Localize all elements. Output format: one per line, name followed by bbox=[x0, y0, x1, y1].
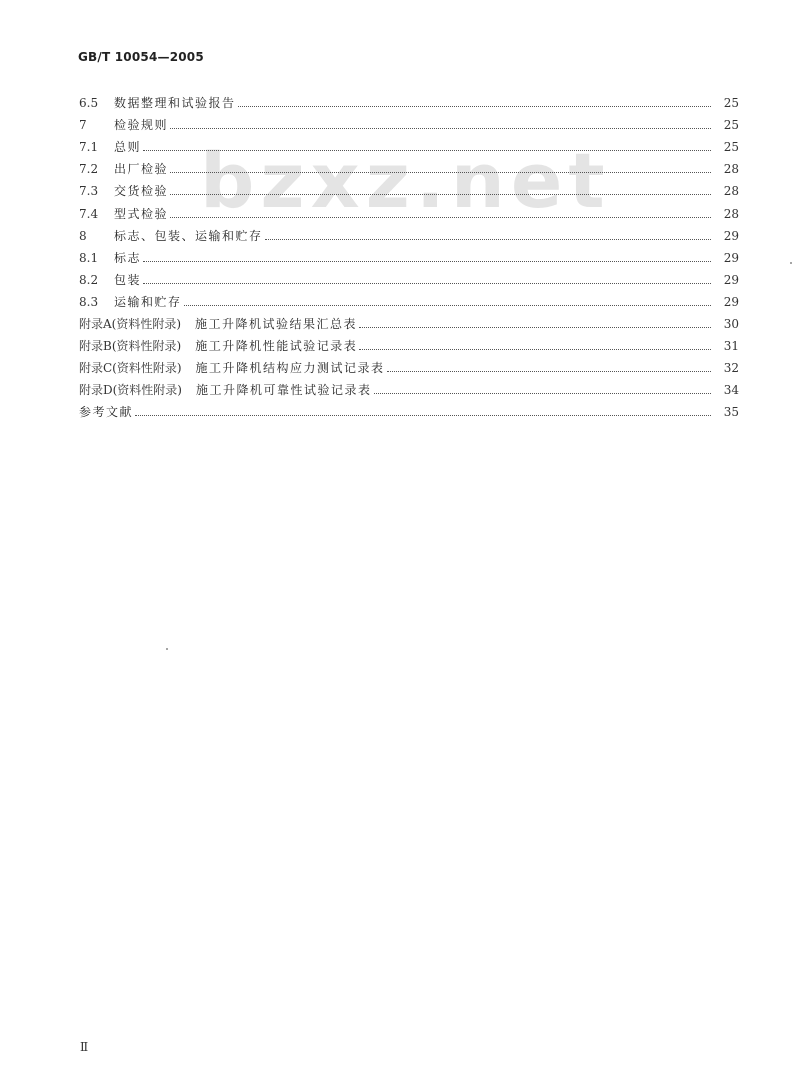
toc-dot-leader bbox=[170, 217, 711, 218]
toc-entry-label bbox=[79, 118, 168, 132]
toc-entry-page: 34 bbox=[723, 383, 739, 398]
toc-entry-title: 检验规则 bbox=[114, 118, 169, 133]
toc-entry-page: 25 bbox=[723, 118, 739, 133]
toc-entry-page: 25 bbox=[723, 96, 739, 111]
toc-entry-number: 8.3 bbox=[79, 294, 99, 309]
standard-number-header: GB/T 10054—2005 bbox=[78, 50, 204, 64]
toc-entry[interactable] bbox=[79, 331, 739, 353]
toc-entry-label bbox=[79, 162, 168, 176]
toc-entry[interactable] bbox=[79, 243, 739, 265]
toc-entry-number: 8 bbox=[79, 228, 87, 243]
toc-entry[interactable] bbox=[79, 176, 739, 198]
toc-entry-label bbox=[79, 273, 141, 287]
toc-entry-number: 附录D(资料性附录) bbox=[79, 383, 182, 398]
toc-entry[interactable] bbox=[79, 132, 739, 154]
toc-entry-page: 29 bbox=[723, 272, 739, 287]
toc-dot-leader bbox=[143, 283, 711, 284]
toc-dot-leader bbox=[170, 194, 711, 195]
toc-entry-title: 参考文献 bbox=[79, 405, 134, 420]
toc-entry-title: 施工升降机试验结果汇总表 bbox=[195, 317, 358, 332]
toc-entry-number: 6.5 bbox=[79, 96, 99, 111]
toc-entry-page: 29 bbox=[723, 250, 739, 265]
toc-dot-leader bbox=[238, 106, 711, 107]
toc-dot-leader bbox=[387, 371, 711, 372]
toc-entry[interactable] bbox=[79, 88, 739, 110]
toc-entry-page: 35 bbox=[723, 405, 739, 420]
toc-entry[interactable] bbox=[79, 287, 739, 309]
toc-entry-page: 29 bbox=[723, 228, 739, 243]
toc-entry-title: 总则 bbox=[114, 140, 142, 155]
toc-entry-label bbox=[79, 96, 236, 110]
toc-entry-label bbox=[79, 383, 372, 397]
toc-entry-page: 30 bbox=[723, 317, 739, 332]
toc-entry[interactable] bbox=[79, 375, 739, 397]
toc-dot-leader bbox=[135, 415, 711, 416]
toc-dot-leader bbox=[143, 261, 711, 262]
toc-dot-leader bbox=[170, 128, 711, 129]
toc-entry-title: 标志、包装、运输和贮存 bbox=[114, 228, 263, 243]
toc-entry-number: 7.1 bbox=[79, 140, 99, 155]
toc-entry-title: 施工升降机可靠性试验记录表 bbox=[196, 383, 372, 398]
toc-entry-label bbox=[79, 229, 263, 243]
toc-entry-title: 标志 bbox=[114, 250, 142, 265]
toc-entry-number: 附录B(资料性附录) bbox=[79, 339, 182, 354]
toc-entry-label bbox=[79, 405, 133, 419]
toc-dot-leader bbox=[143, 150, 711, 151]
toc-entry[interactable] bbox=[79, 154, 739, 176]
toc-entry[interactable] bbox=[79, 309, 739, 331]
toc-entry-page: 25 bbox=[723, 140, 739, 155]
toc-entry-number: 附录C(资料性附录) bbox=[79, 361, 182, 376]
toc-entry-number: 7 bbox=[79, 118, 87, 133]
watermark: bzxz.net bbox=[200, 136, 611, 225]
toc-entry-label bbox=[79, 251, 141, 265]
toc-entry-label bbox=[79, 207, 168, 221]
toc-entry-number: 7.2 bbox=[79, 162, 99, 177]
toc-dot-leader bbox=[359, 349, 711, 350]
toc-entry[interactable] bbox=[79, 198, 739, 220]
table-of-contents bbox=[79, 88, 739, 419]
page-number: Ⅱ bbox=[80, 1040, 89, 1054]
toc-entry-title: 施工升降机性能试验记录表 bbox=[195, 339, 358, 354]
toc-entry-label bbox=[79, 140, 141, 154]
toc-entry-title: 型式检验 bbox=[114, 206, 169, 221]
toc-entry[interactable] bbox=[79, 353, 739, 375]
toc-dot-leader bbox=[359, 327, 711, 328]
toc-entry-label bbox=[79, 361, 385, 375]
toc-dot-leader bbox=[184, 305, 711, 306]
toc-entry[interactable] bbox=[79, 221, 739, 243]
toc-entry-number: 8.1 bbox=[79, 250, 99, 265]
toc-entry-label bbox=[79, 339, 357, 353]
toc-entry-title: 交货检验 bbox=[114, 184, 169, 199]
toc-dot-leader bbox=[265, 239, 711, 240]
scan-speck bbox=[166, 648, 168, 650]
toc-entry-title: 施工升降机结构应力测试记录表 bbox=[195, 361, 385, 376]
toc-dot-leader bbox=[170, 172, 711, 173]
toc-entry[interactable] bbox=[79, 397, 739, 419]
toc-entry-label bbox=[79, 317, 357, 331]
toc-entry[interactable] bbox=[79, 265, 739, 287]
toc-entry-label bbox=[79, 295, 182, 309]
toc-entry-page: 31 bbox=[723, 339, 739, 354]
toc-entry-title: 出厂检验 bbox=[114, 162, 169, 177]
toc-entry-title: 数据整理和试验报告 bbox=[114, 96, 236, 111]
toc-entry-page: 29 bbox=[723, 294, 739, 309]
toc-entry-label bbox=[79, 184, 168, 198]
toc-entry-number: 附录A(资料性附录) bbox=[79, 317, 182, 332]
toc-entry-title: 包装 bbox=[114, 272, 142, 287]
toc-entry[interactable] bbox=[79, 110, 739, 132]
toc-entry-number: 7.4 bbox=[79, 206, 99, 221]
scan-speck bbox=[790, 262, 792, 264]
toc-entry-number: 8.2 bbox=[79, 272, 99, 287]
toc-entry-page: 32 bbox=[723, 361, 739, 376]
toc-entry-page: 28 bbox=[723, 206, 739, 221]
toc-entry-page: 28 bbox=[723, 184, 739, 199]
toc-entry-number: 7.3 bbox=[79, 184, 99, 199]
toc-entry-title: 运输和贮存 bbox=[114, 294, 182, 309]
toc-dot-leader bbox=[374, 393, 711, 394]
toc-entry-page: 28 bbox=[723, 162, 739, 177]
